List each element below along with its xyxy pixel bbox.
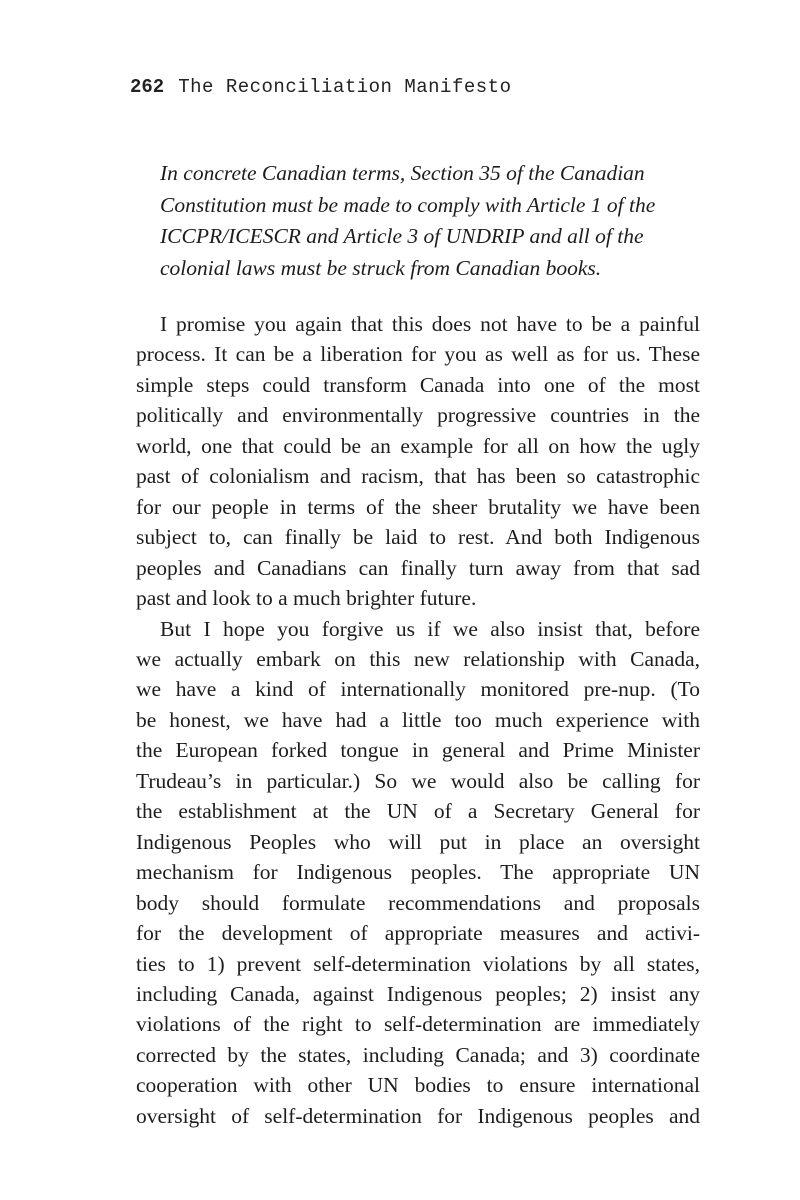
quote-line: In concrete Canadian terms, Section 35 of the Canadian: [160, 161, 645, 185]
paragraph-2-line: the European forked tongue in general and Prime Minister: [136, 738, 700, 763]
paragraph-1-line: for our people in terms of the sheer brutality we have been: [136, 494, 700, 519]
paragraph-2-line: for the development of appropriate measures and activi-: [136, 921, 700, 946]
paragraph-1-line: simple steps could transform Canada into one of the most: [136, 372, 700, 397]
paragraph-2-line: cooperation with other UN bodies to ensure international: [136, 1073, 700, 1098]
running-head: [130, 76, 511, 98]
paragraph-2-line: ties to 1) prevent self-determination violations by all states,: [136, 951, 700, 976]
quote-line: Constitution must be made to comply with Article 1 of the: [160, 192, 656, 217]
paragraph-2-line: mechanism for Indigenous peoples. The appropriate UN: [136, 860, 700, 885]
paragraph-2-line: Trudeau’s in particular.) So we would also be calling for: [136, 768, 700, 793]
paragraph-2-line: including Canada, against Indigenous peoples; 2) insist any: [136, 981, 700, 1006]
paragraph-1-last-line: past and look to a much brighter future.: [136, 586, 477, 611]
paragraph-2-line: corrected by the states, including Canada; and 3) coordinate: [136, 1042, 700, 1067]
paragraph-1-line: politically and environmentally progressive countries in the: [136, 403, 700, 428]
paragraph-2-line: we actually embark on this new relationship with Canada,: [136, 646, 700, 671]
paragraph-2-line: Indigenous Peoples who will put in place an oversight: [136, 829, 700, 854]
paragraph-2-line: we have a kind of internationally monitored pre-nup. (To: [136, 677, 700, 702]
paragraph-1-line: peoples and Canadians can finally turn away from that sad: [136, 555, 700, 580]
quote-line: ICCPR/ICESCR and Article 3 of UNDRIP and all of the: [160, 224, 644, 248]
paragraph-2-line: violations of the right to self-determination are immediately: [136, 1012, 700, 1037]
paragraph-1-line: world, one that could be an example for all on how the ugly: [136, 433, 700, 458]
paragraph-1-line: subject to, can finally be laid to rest. And both Indigenous: [136, 525, 700, 550]
paragraph-2-line: oversight of self-determination for Indigenous peoples and: [136, 1103, 700, 1128]
block-quote: [160, 158, 700, 284]
paragraph-2-line: the establishment at the UN of a Secretary General for: [136, 799, 700, 824]
quote-line: colonial laws must be struck from Canadian books.: [160, 255, 602, 280]
page-number: 262: [130, 76, 165, 98]
paragraph-1-line: I promise you again that this does not have to be a painful: [160, 312, 700, 336]
paragraph-1-line: process. It can be a liberation for you as well as for us. These: [136, 342, 700, 367]
paragraph-1-line: past of colonialism and racism, that has been so catastrophic: [136, 464, 700, 489]
paragraph-2-line: body should formulate recommendations and proposals: [136, 890, 700, 915]
paragraph-2-line: be honest, we have had a little too much experience with: [136, 707, 700, 732]
body-text: [136, 309, 700, 1131]
paragraph-2-line: But I hope you forgive us if we also insist that, before: [160, 616, 700, 641]
book-title: The Reconciliation Manifesto: [178, 76, 512, 98]
